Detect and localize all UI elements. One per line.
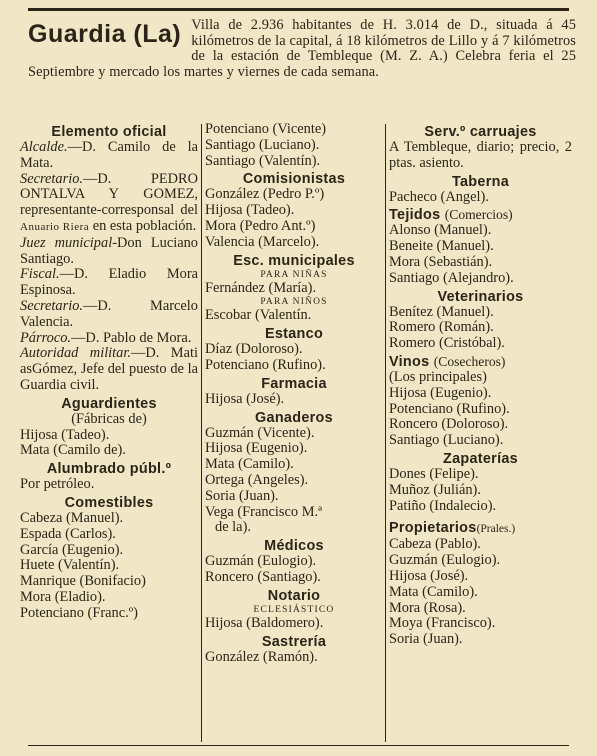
list-item: Mata (Camilo de). [20,442,126,459]
list-item: Hijosa (José). [389,567,469,584]
section-text: A Tembleque, diario; precio, 2 ptas. asiento. [389,139,572,171]
list-item: Romero (Román). [389,319,494,336]
list-item: Hijosa (Eugenio). [389,384,492,401]
section-title-text: Vinos [389,353,430,370]
official-name: —D. Camilo de la Mata. [20,139,198,171]
list-item: Beneite (Manuel). [389,238,494,255]
list-item: Potenciano (Rufino). [205,356,326,373]
column-3 [389,122,572,742]
section-title: Médicos [264,538,324,555]
list-item: Mora (Pedro Ant.º) [205,217,316,234]
official-entry [20,299,198,331]
list-item: Santiago (Valentín). [205,152,321,169]
list-item: Espada (Carlos). [20,525,116,542]
section-title [389,354,572,370]
list-item: Mora (Eladio). [20,588,106,605]
list-item: Guzmán (Vicente). [205,424,315,441]
bottom-rule [28,745,569,746]
list-item: Santiago (Alejandro). [389,269,514,286]
official-name: —D. PEDRO ONTALVA Y GOMEZ, representante-corresponsal del [20,170,198,219]
list-item: García (Eugenio). [20,541,124,558]
list-item: Guzmán (Eulogio). [389,552,501,569]
town-name: Guardia (La) [28,20,182,48]
list-item: de la). [215,519,251,536]
list-item: Patiño (Indalecio). [389,497,497,514]
section-title: Esc. municipales [233,252,355,269]
list-item: Hijosa (Eugenio). [205,440,308,457]
list-item: Soria (Juan). [389,631,463,648]
official-name: —D. Eladio Mora Espinosa. [20,266,198,299]
official-entry [20,267,198,299]
column-divider [201,124,202,742]
column-divider [385,124,386,742]
column-1 [20,122,198,742]
section-title: Ganaderos [255,409,333,426]
list-item: Manrique (Bonifacio) [20,573,146,590]
list-item: Roncero (Santiago). [205,568,321,585]
list-item: Potenciano (Franc.º) [20,604,138,621]
official-entry [20,172,198,236]
list-item: Alonso (Manuel). [389,222,492,239]
list-item: Mata (Camilo). [205,456,294,473]
official-role: Párroco. [20,329,72,346]
town-description: Villa de 2.936 habitantes de H. 3.014 de D., situada á 45 kilómetros de la capital, á 18 kilómetros de Lillo y á 7 kilómetros de la estación de Tembleque (M. Z. A.) Celebra feria el 25 Septiembre y mercado los martes y viernes de cada semana. [28,17,576,80]
list-item: Mora (Sebastián). [389,253,493,270]
top-rule [28,8,569,11]
section-subtitle: (Fábricas de) [71,410,147,427]
section-title [389,207,572,223]
list-item: González (Ramón). [205,648,318,665]
list-item: Hijosa (Tadeo). [205,202,295,219]
section-title: Comestibles [64,494,154,511]
official-name: —D. Marcelo Valencia. [20,297,198,330]
anuario-name: Anuario Riera [20,220,90,233]
section-subtitle: (Los principales) [389,368,487,385]
list-item: Roncero (Doloroso). [389,416,509,433]
section-subtitle: (Cosecheros) [433,353,506,369]
section-subtitle: PARA NIÑOS [260,297,328,308]
list-item: Dones (Felipe). [389,465,479,482]
official-role: Secretario. [20,170,84,187]
list-item: Díaz (Doloroso). [205,341,303,358]
list-item: Romero (Cristóbal). [389,335,505,352]
list-item: Muñoz (Julián). [389,481,481,498]
section-title: Serv.º carruajes [424,124,537,140]
list-item: Mata (Camilo). [389,583,478,600]
official-role: Fiscal. [20,266,60,283]
town-header [28,18,576,80]
section-title: Aguardientes [61,395,157,412]
list-item: Hijosa (Baldomero). [205,614,324,631]
section-subtitle: PARA NIÑAS [260,269,328,280]
column-2 [205,122,383,742]
list-item: González (Pedro P.º) [205,186,325,203]
list-item: Soria (Juan). [205,487,279,504]
list-item: Por petróleo. [20,476,95,493]
section-title: Taberna [451,173,509,190]
section-subtitle: (Prales.) [476,523,516,536]
list-item: Pacheco (Angel). [389,188,489,205]
section-title: Sastrería [261,633,327,650]
section-subtitle: ECLESIÁSTICO [253,604,335,615]
official-name: —D. Mati asGómez, Jefe del puesto de la Guardia civil. [20,345,198,393]
list-item: Valencia (Marcelo). [205,233,320,250]
list-item: Benítez (Manuel). [389,303,494,320]
section-title [389,520,572,537]
official-entry [20,140,198,172]
official-role: Juez municipal [20,234,113,251]
section-title: Comisionistas [242,171,346,188]
section-title: Farmacia [261,375,327,392]
official-role: Autoridad militar. [20,345,131,362]
list-item: Fernández (María). [205,279,317,296]
official-note: en esta población. [92,217,197,234]
section-title: Estanco [264,326,324,343]
list-item: Cabeza (Manuel). [20,509,124,526]
list-item: Guzmán (Eulogio). [205,553,317,570]
list-item: Santiago (Luciano). [389,432,504,449]
official-role: Secretario. [20,297,84,314]
list-item: Mora (Rosa). [389,599,466,616]
list-item: Ortega (Angeles). [205,471,309,488]
list-item: Potenciano (Vicente) [205,121,327,137]
official-entry [20,331,198,347]
section-title: Zapaterías [443,450,518,467]
section-title: Veterinarios [437,288,524,305]
official-entry [20,346,198,393]
section-title: Elemento oficial [51,124,167,140]
section-title: Alumbrado públ.º [46,461,172,478]
list-item: Potenciano (Rufino). [389,400,510,417]
list-item: Hijosa (Tadeo). [20,426,110,443]
list-item: Hijosa (José). [205,390,285,407]
section-subtitle: (Comercios) [444,207,513,223]
list-item: Moya (Francisco). [389,615,496,632]
official-role: Alcalde. [20,139,68,155]
list-item: Cabeza (Pablo). [389,536,481,553]
list-item: Vega (Francisco M.ª [205,503,323,520]
official-entry [20,236,198,268]
section-title: Notario [267,587,321,604]
section-title-text: Propietarios [389,520,477,537]
official-name: -Don Luciano Santiago. [20,234,198,267]
official-name: —D. Pablo de Mora. [71,329,192,346]
list-item: Escobar (Valentín. [205,307,312,324]
list-item: Huete (Valentín). [20,557,120,574]
section-title-text: Tejidos [389,207,441,224]
list-item: Santiago (Luciano). [205,136,320,153]
